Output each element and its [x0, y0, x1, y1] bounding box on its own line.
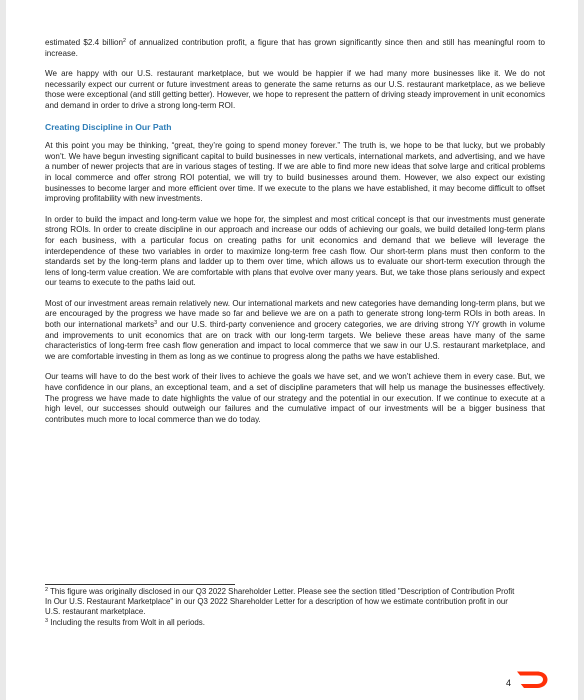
paragraph-roi: In order to build the impact and long-term value we hope for, the simplest and most critical concept is that our investments must generate strong ROIs. In order to create discipline in our approach and increase our odds of achieving our goals, we build detailed long-term plans for each business, with a particular focus on creating paths for unit economics and demand that we believe will leverage the interdependence of these two variables in order to maximize long-term free cash flow. Our short-term plans must then conform to the standards set by the long-term plans and ladder up to them over time, which allows us to evaluate our short-term execution through the lens of long-term value creation. We are comfortable with plans that evolve over many years. But, we take those plans seriously and expect our teams to execute to the paths laid out.	[45, 214, 545, 288]
paragraph-investment-areas	[45, 299, 545, 363]
paragraph-teams: Our teams will have to do the best work of their lives to achieve the goals we have set, and we won’t achieve them in every case. But, we have confidence in our plans, an exceptional team, and a set of discipline parameters that will help us manage the businesses effectively. The progress we have made to date highlights the value of our strategy and the potential in our execution. If we continue to execute at a high level, our successes should outweigh our failures and the cumulative impact of our investments will be a bigger business that contributes much more to local commerce than we do today.	[45, 372, 545, 424]
paragraph-text: estimated $2.4 billion	[45, 38, 123, 47]
footnote-text: Including the results from Wolt in all periods.	[48, 617, 205, 627]
paragraph-text: and our U.S. third-party convenience and grocery categories, we are driving strong Y/Y growth in volume and improvements to unit economics that are on track with our long-term targets. We believe these areas have many of the same characteristics of long-term free cash flow generation and impact to local commerce that we saw in our U.S. restaurant marketplace, and we are comfortable investing in them as long as we continue to progress along the paths we have established.	[45, 320, 545, 361]
footnote-ref: 3	[154, 320, 158, 327]
footnote-text: This figure was originally disclosed in our Q3 2022 Shareholder Letter. Please see the section titled "Description of Contribution Profit In Our U.S. Restaurant Marketplace" in our Q3 2022 Shareholder Letter for a description of how we estimate contribution profit in our U.S. restaurant marketplace.	[45, 587, 515, 617]
doordash-logo-icon	[516, 668, 550, 690]
paragraph-spend: At this point you may be thinking, “great, they’re going to spend money forever.” The truth is, we hope to be that lucky, but we probably won’t. We have begun investing significant capital to build businesses in new verticals, international markets, and advertising, and we have a number of newer projects that are in various stages of testing. If we are able to find more new ideas that solve large and critical problems in local commerce and offer strong ROI potential, we will try to build businesses around them. However, we also expect our existing businesses to become larger and more efficient over time. If we execute to the plans we have established, it may become difficult to offset improving profitability with new investments.	[45, 141, 545, 204]
footnote-2	[45, 587, 515, 618]
footnote-ref: 2	[123, 38, 127, 44]
section-heading: Creating Discipline in Our Path	[45, 121, 172, 132]
footnote-divider	[45, 584, 235, 585]
document-page	[6, 0, 578, 700]
letter-body	[45, 38, 545, 435]
paragraph-text: Most of our investment areas remain relatively new. Our international markets and new categories have demanding long-term plans, but we are encouraged by the progress we have made so far and believe we are on a path to generate strong long-term ROIs in both areas. In both our international markets	[45, 298, 545, 330]
page-number: 4	[506, 678, 512, 688]
footnote-number: 3	[45, 617, 49, 624]
paragraph-marketplace: We are happy with our U.S. restaurant marketplace, but we would be happier if we had many more businesses like it. We do not necessarily expect our current or future investment areas to generate the same returns as our U.S. restaurant marketplace, as we believe those were exceptional (and still getting better). However, we hope to represent the pattern of driving steady improvement in unit economics and demand in order to drive a strong long-term ROI.	[45, 69, 545, 110]
footnote-number: 2	[45, 587, 49, 593]
footnote-3	[45, 618, 515, 628]
paragraph-intro	[45, 38, 545, 59]
paragraph-text: of annualized contribution profit, a figure that has grown significantly since then and still has meaningful room to increase.	[45, 38, 545, 58]
footnotes	[45, 587, 515, 628]
